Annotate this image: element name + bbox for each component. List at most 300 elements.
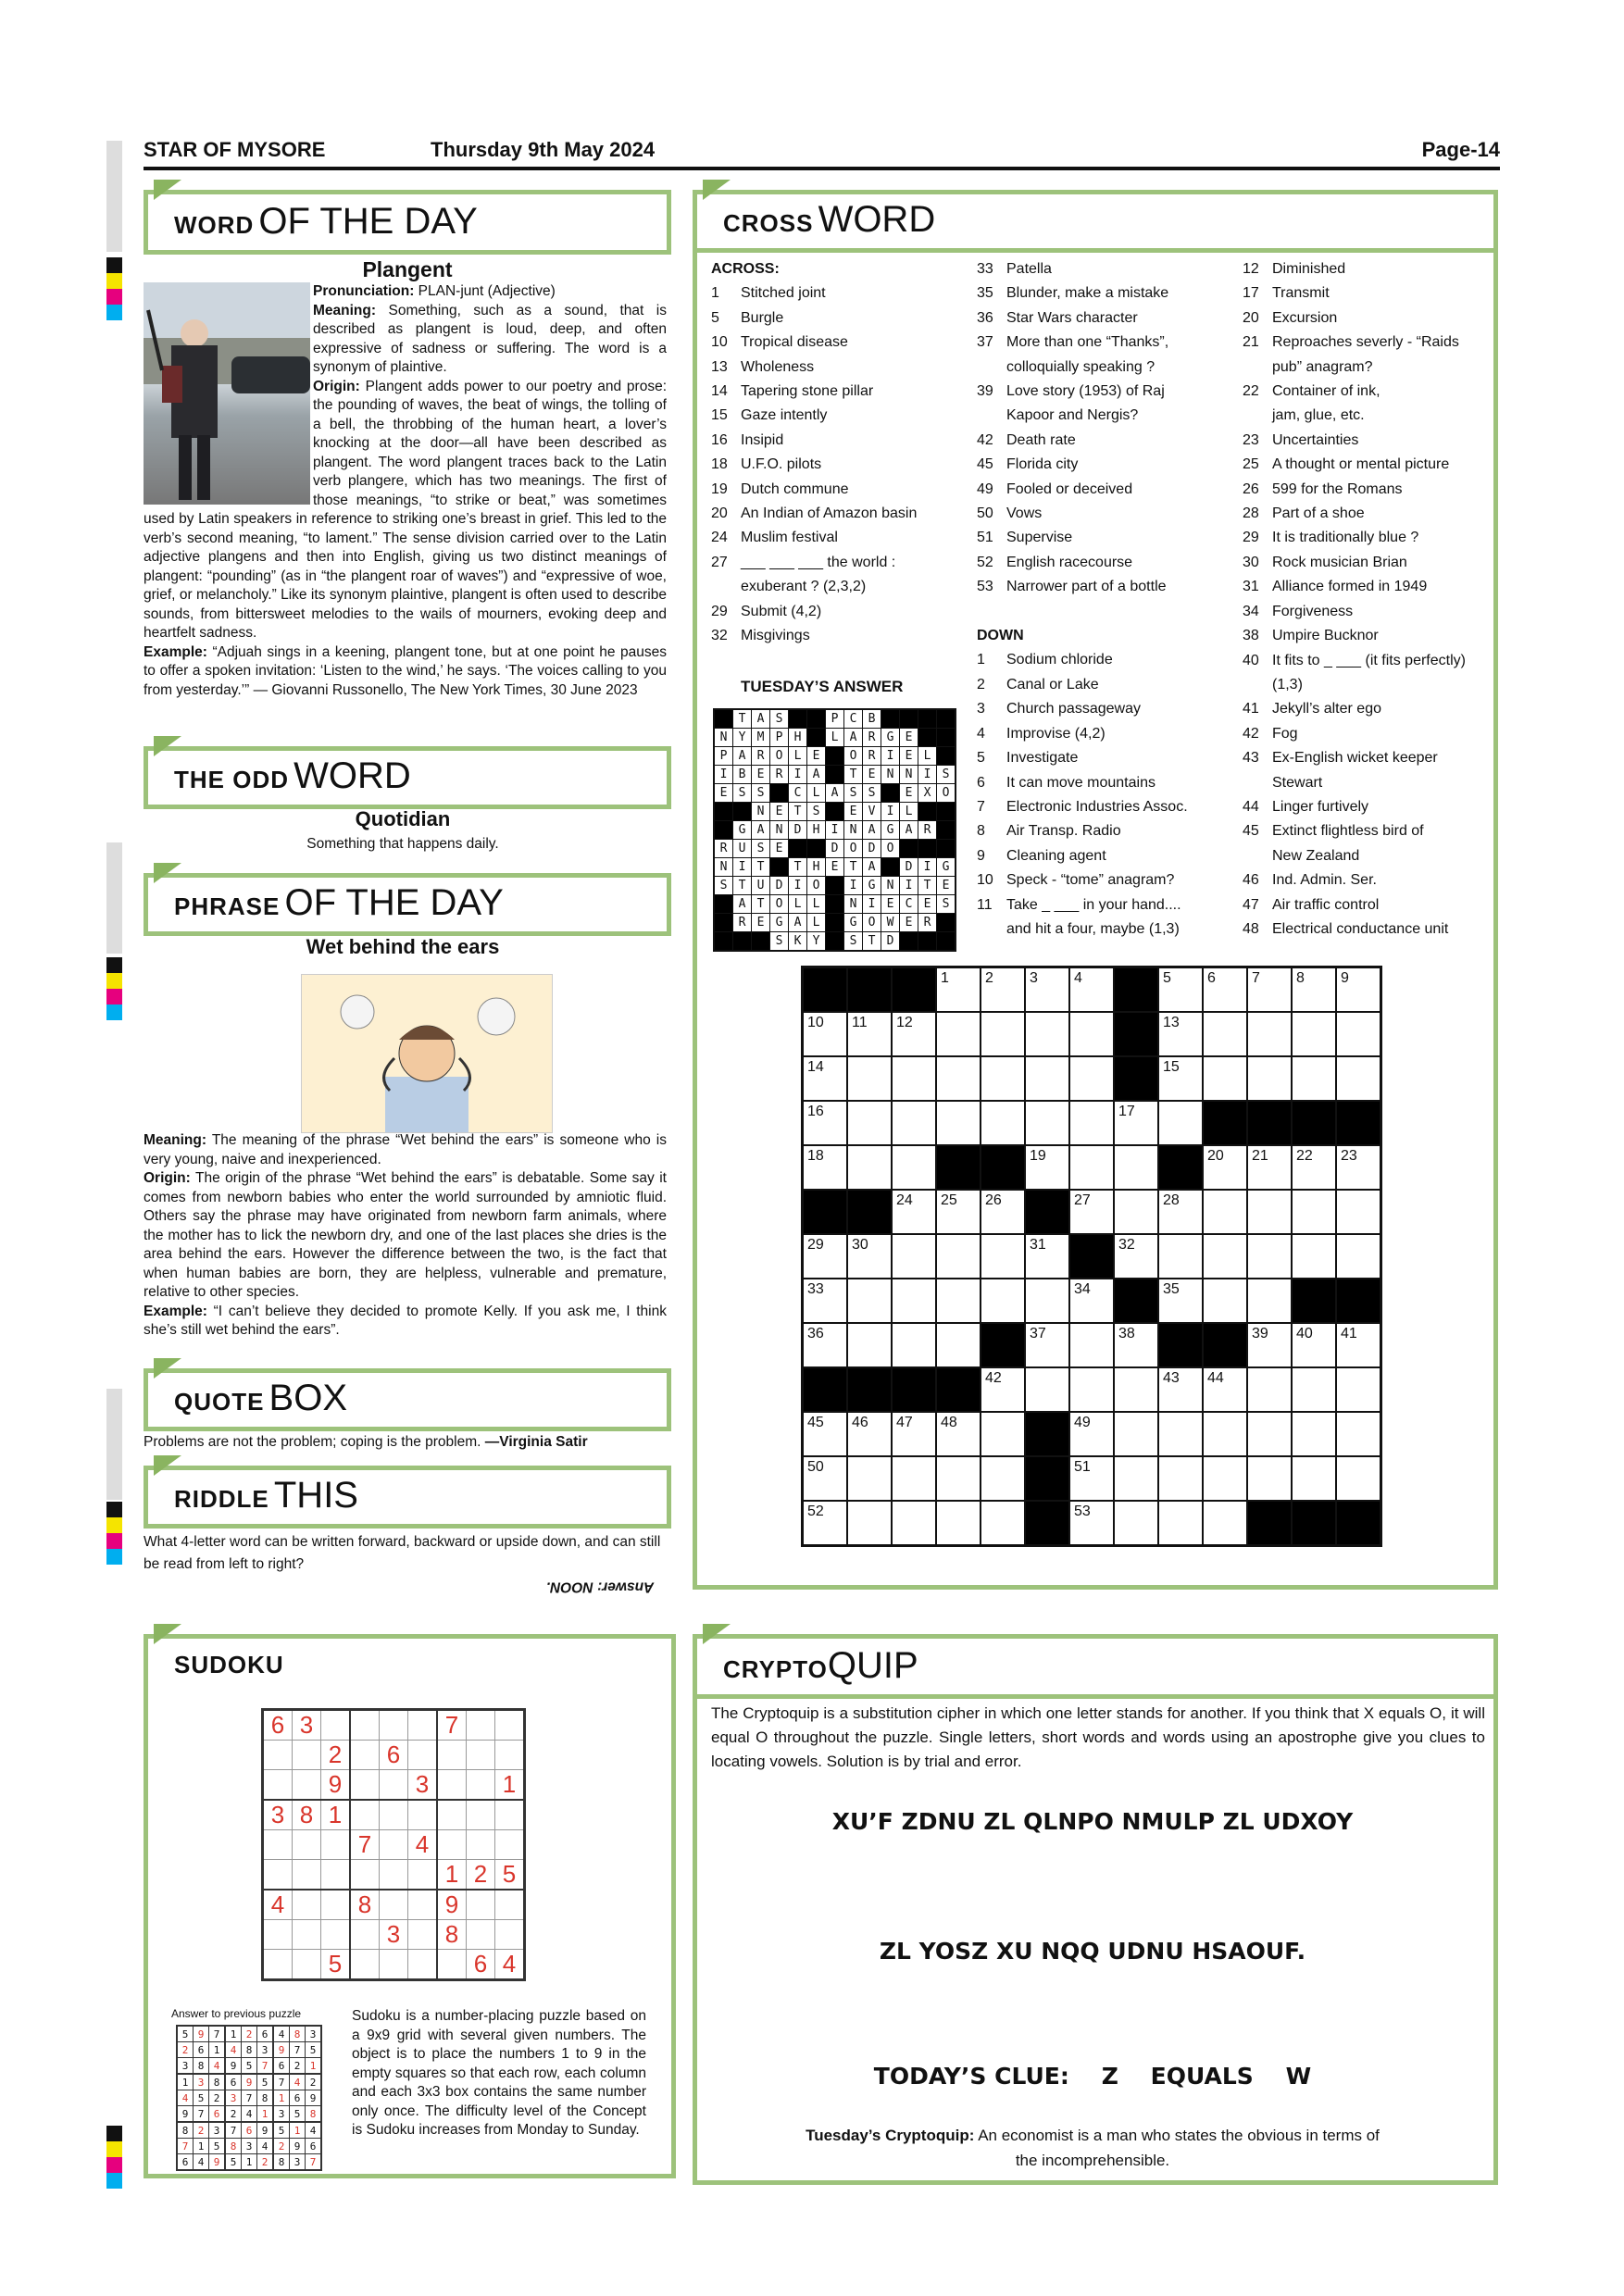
grid-cell[interactable] [1158, 1234, 1203, 1279]
clue-number: 17 [1243, 285, 1259, 302]
color-registration-strip [106, 2126, 122, 2189]
grid-cell[interactable] [803, 1456, 848, 1501]
grid-cell[interactable] [1292, 967, 1336, 1013]
sudoku-cell[interactable] [293, 1770, 321, 1801]
sudoku-cell[interactable]: 1 [495, 1770, 525, 1801]
answer-cell: E [807, 747, 826, 766]
grid-cell[interactable] [1025, 1012, 1069, 1056]
grid-cell[interactable] [1247, 1456, 1292, 1501]
sudoku-cell[interactable] [263, 1860, 293, 1890]
answer-cell: E [900, 729, 918, 747]
grid-cell[interactable] [1203, 1190, 1247, 1234]
grid-cell[interactable] [1247, 1234, 1292, 1279]
grid-cell[interactable] [1336, 1190, 1381, 1234]
sudoku-cell[interactable] [467, 1890, 495, 1920]
grid-cell[interactable] [936, 1323, 981, 1367]
tuesday-answer-title: TUESDAY’S ANSWER [741, 678, 904, 695]
grid-cell[interactable] [1292, 1367, 1336, 1412]
sudoku-cell[interactable] [293, 1860, 321, 1890]
previous-answer-title: Answer to previous puzzle [171, 2007, 302, 2020]
sudoku-cell[interactable] [380, 1830, 408, 1860]
sudoku-cell[interactable] [495, 1920, 525, 1950]
sudoku-cell[interactable] [263, 1741, 293, 1770]
sudoku-cell[interactable] [293, 1920, 321, 1950]
grid-cell[interactable] [1069, 967, 1114, 1013]
sudoku-cell[interactable]: 1 [437, 1860, 467, 1890]
answer-cell: N [714, 729, 733, 747]
clue-text: Narrower part of a bottle [1006, 579, 1167, 595]
grid-cell[interactable] [981, 1234, 1025, 1279]
prev-cell: 9 [209, 2154, 226, 2171]
grid-cell[interactable] [1336, 1012, 1381, 1056]
grid-cell[interactable] [981, 967, 1025, 1013]
sudoku-cell[interactable] [350, 1800, 380, 1830]
prev-cell: 3 [273, 2106, 290, 2123]
sudoku-cell[interactable] [380, 1710, 408, 1741]
sudoku-cell[interactable] [408, 1741, 438, 1770]
grid-cell[interactable] [1114, 1234, 1158, 1279]
answer-cell: A [900, 821, 918, 840]
sudoku-cell[interactable] [293, 1890, 321, 1920]
answer-cell: I [733, 858, 752, 877]
black-square [1025, 1501, 1069, 1546]
grid-cell[interactable] [1203, 1056, 1247, 1101]
grid-cell[interactable] [847, 1412, 892, 1456]
sudoku-cell[interactable]: 8 [437, 1920, 467, 1950]
sudoku-cell[interactable] [437, 1950, 467, 1980]
example-label: Example: [144, 643, 207, 660]
grid-cell[interactable] [803, 1056, 848, 1101]
cell-number: 8 [1296, 970, 1305, 986]
grid-cell[interactable] [892, 1501, 936, 1546]
sudoku-cell[interactable] [321, 1830, 351, 1860]
grid-cell[interactable] [892, 1412, 936, 1456]
grid-cell[interactable] [1247, 967, 1292, 1013]
sudoku-cell[interactable] [293, 1950, 321, 1980]
grid-cell[interactable] [1158, 1056, 1203, 1101]
grid-cell[interactable] [1247, 1145, 1292, 1190]
prev-cell: 9 [273, 2042, 290, 2058]
grid-cell[interactable] [892, 1145, 936, 1190]
cell-number: 9 [1341, 970, 1349, 986]
grid-cell[interactable] [1069, 1456, 1114, 1501]
grid-cell[interactable] [1158, 1190, 1203, 1234]
clue-text: Sodium chloride [1006, 652, 1113, 668]
sudoku-cell[interactable]: 1 [321, 1800, 351, 1830]
grid-cell[interactable] [1025, 1234, 1069, 1279]
sudoku-cell[interactable] [321, 1710, 351, 1741]
sudoku-cell[interactable]: 6 [263, 1710, 293, 1741]
answer-cell: Y [807, 932, 826, 952]
sudoku-cell[interactable] [467, 1830, 495, 1860]
answer-cell: N [844, 895, 863, 914]
answer-cell: R [770, 766, 789, 784]
grid-cell[interactable] [1114, 1456, 1158, 1501]
answer-cell: N [714, 858, 733, 877]
grid-cell[interactable] [981, 1412, 1025, 1456]
black-square [900, 932, 918, 952]
sudoku-cell[interactable] [350, 1741, 380, 1770]
grid-cell[interactable] [1292, 1412, 1336, 1456]
grid-cell[interactable] [1292, 1012, 1336, 1056]
grid-cell[interactable] [847, 1145, 892, 1190]
answer-cell: I [918, 766, 937, 784]
black-square [937, 914, 956, 932]
sudoku-cell[interactable]: 4 [495, 1950, 525, 1980]
sudoku-cell[interactable] [380, 1890, 408, 1920]
sudoku-cell[interactable] [263, 1950, 293, 1980]
sudoku-cell[interactable] [380, 1860, 408, 1890]
grid-cell[interactable] [1158, 1101, 1203, 1145]
grid-cell[interactable] [803, 1279, 848, 1323]
grid-cell[interactable] [936, 1279, 981, 1323]
prev-cell: 8 [306, 2106, 322, 2123]
grid-cell[interactable] [892, 1012, 936, 1056]
grid-cell[interactable] [1247, 1190, 1292, 1234]
sudoku-cell[interactable] [467, 1770, 495, 1801]
sudoku-cell[interactable] [467, 1920, 495, 1950]
grid-cell[interactable] [1247, 1367, 1292, 1412]
sudoku-cell[interactable]: 4 [408, 1830, 438, 1860]
grid-cell[interactable] [1025, 1367, 1069, 1412]
grid-cell[interactable] [936, 967, 981, 1013]
sudoku-cell[interactable]: 8 [350, 1890, 380, 1920]
sudoku-cell[interactable]: 2 [467, 1860, 495, 1890]
grid-cell[interactable] [847, 1323, 892, 1367]
grid-cell[interactable] [1069, 1323, 1114, 1367]
grid-cell[interactable] [1069, 1501, 1114, 1546]
clue-text: Vows [1006, 505, 1043, 522]
sudoku-cell[interactable] [263, 1920, 293, 1950]
sudoku-cell[interactable] [495, 1741, 525, 1770]
grid-cell[interactable] [847, 1234, 892, 1279]
grid-cell[interactable] [1114, 1323, 1158, 1367]
sudoku-cell[interactable]: 7 [437, 1710, 467, 1741]
clue-item [1243, 551, 1466, 575]
grid-cell[interactable] [1336, 1456, 1381, 1501]
grid-cell[interactable] [1203, 1145, 1247, 1190]
example-text: “Adjuah sings in a keening, plangent tone, but at one point he pauses to offer a spoken invitation: ‘Listen to the wind,’ he says. ‘The voices calling to you from yesterday.’” — Giovanni Russonello, The New York Times, 30 June 2023 [144, 643, 667, 698]
sudoku-cell[interactable] [437, 1830, 467, 1860]
grid-cell[interactable] [1025, 1056, 1069, 1101]
sudoku-cell[interactable]: 3 [263, 1800, 293, 1830]
grid-cell[interactable] [981, 1279, 1025, 1323]
sudoku-cell[interactable] [350, 1950, 380, 1980]
grid-cell[interactable] [1158, 1412, 1203, 1456]
clue-number: 31 [1243, 579, 1259, 595]
cell-number: 38 [1118, 1326, 1135, 1341]
grid-cell[interactable] [936, 1412, 981, 1456]
grid-cell[interactable] [1336, 967, 1381, 1013]
cell-number: 49 [1074, 1415, 1091, 1430]
sudoku-cell[interactable] [350, 1710, 380, 1741]
grid-cell[interactable] [847, 1279, 892, 1323]
clue-item [711, 306, 917, 331]
answer-cell: E [863, 766, 881, 784]
sudoku-cell[interactable]: 9 [437, 1890, 467, 1920]
grid-cell[interactable] [1114, 1412, 1158, 1456]
prev-cell: 8 [209, 2074, 226, 2090]
grid-cell[interactable] [981, 1367, 1025, 1412]
answer-cell: I [844, 877, 863, 895]
answer-cell: E [937, 877, 956, 895]
grid-cell[interactable] [1114, 1501, 1158, 1546]
grid-cell[interactable] [1247, 1412, 1292, 1456]
grid-cell[interactable] [803, 1323, 848, 1367]
grid-cell[interactable] [1203, 1501, 1247, 1546]
sudoku-cell[interactable] [321, 1860, 351, 1890]
sudoku-cell[interactable] [263, 1770, 293, 1801]
grid-cell[interactable] [803, 1412, 848, 1456]
prev-cell: 9 [194, 2026, 209, 2042]
sudoku-cell[interactable] [380, 1800, 408, 1830]
cell-number: 24 [896, 1192, 913, 1208]
grid-cell[interactable] [1336, 1145, 1381, 1190]
grid-cell[interactable] [1336, 1234, 1381, 1279]
grid-cell[interactable] [936, 1234, 981, 1279]
grid-cell[interactable] [1025, 1101, 1069, 1145]
prev-cell: 7 [257, 2058, 274, 2075]
grid-cell[interactable] [1247, 1279, 1292, 1323]
sudoku-cell[interactable] [408, 1950, 438, 1980]
grid-cell[interactable] [1158, 1012, 1203, 1056]
sudoku-cell[interactable] [350, 1920, 380, 1950]
grid-row [803, 1279, 1381, 1323]
grid-cell[interactable] [1025, 1323, 1069, 1367]
grid-cell[interactable] [1336, 1367, 1381, 1412]
grid-cell[interactable] [1292, 1323, 1336, 1367]
grid-cell[interactable] [1069, 1190, 1114, 1234]
grid-cell[interactable] [892, 1234, 936, 1279]
grid-cell[interactable] [1336, 1056, 1381, 1101]
grid-cell[interactable] [1069, 1012, 1114, 1056]
black-square [714, 821, 733, 840]
prev-cell: 8 [242, 2042, 257, 2058]
grid-cell[interactable] [892, 1456, 936, 1501]
sudoku-cell[interactable] [408, 1710, 438, 1741]
grid-cell[interactable] [981, 1101, 1025, 1145]
grid-cell[interactable] [1158, 1279, 1203, 1323]
grid-cell[interactable] [1203, 1412, 1247, 1456]
grid-cell[interactable] [1114, 1367, 1158, 1412]
grid-cell[interactable] [803, 1012, 848, 1056]
grid-cell[interactable] [1114, 1101, 1158, 1145]
grid-cell[interactable] [1158, 967, 1203, 1013]
answer-cell: N [752, 803, 770, 821]
clue-item [977, 453, 1188, 477]
sudoku-cell[interactable]: 6 [467, 1950, 495, 1980]
grid-cell[interactable] [1069, 1101, 1114, 1145]
prev-cell: 1 [257, 2106, 274, 2123]
grid-cell[interactable] [1069, 1056, 1114, 1101]
grid-cell[interactable] [1292, 1056, 1336, 1101]
grid-cell[interactable] [1247, 1323, 1292, 1367]
prev-row [177, 2154, 321, 2171]
grid-cell[interactable] [1069, 1367, 1114, 1412]
grid-cell[interactable] [847, 1012, 892, 1056]
answer-cell: O [863, 914, 881, 932]
answer-row [714, 709, 956, 729]
cell-number: 3 [1030, 970, 1038, 986]
black-square [1203, 1323, 1247, 1367]
grid-cell[interactable] [1114, 1145, 1158, 1190]
grid-cell[interactable] [936, 1190, 981, 1234]
grid-cell[interactable] [892, 1323, 936, 1367]
grid-cell[interactable] [803, 1501, 848, 1546]
grid-cell[interactable] [892, 1101, 936, 1145]
grid-cell[interactable] [1025, 1145, 1069, 1190]
sudoku-cell[interactable] [408, 1860, 438, 1890]
flag-icon [703, 180, 731, 200]
grid-cell[interactable] [981, 1056, 1025, 1101]
grid-cell[interactable] [1025, 1279, 1069, 1323]
grid-cell[interactable] [1336, 1323, 1381, 1367]
grid-cell[interactable] [1158, 1456, 1203, 1501]
sudoku-cell[interactable] [263, 1830, 293, 1860]
sudoku-cell[interactable] [380, 1770, 408, 1801]
grid-cell[interactable] [1336, 1412, 1381, 1456]
clue-text: Dutch commune [741, 480, 849, 497]
grid-cell[interactable] [1158, 1501, 1203, 1546]
sudoku-cell[interactable] [495, 1830, 525, 1860]
sudoku-row [263, 1800, 525, 1830]
sudoku-cell[interactable]: 8 [293, 1800, 321, 1830]
grid-cell[interactable] [803, 1101, 848, 1145]
grid-cell[interactable] [1069, 1279, 1114, 1323]
sudoku-cell[interactable] [495, 1800, 525, 1830]
grid-cell[interactable] [936, 1101, 981, 1145]
black-square [847, 1367, 892, 1412]
grid-cell[interactable] [1292, 1456, 1336, 1501]
sudoku-cell[interactable]: 7 [350, 1830, 380, 1860]
grid-cell[interactable] [1203, 1234, 1247, 1279]
prev-row [177, 2122, 321, 2139]
answer-cell: S [937, 895, 956, 914]
sudoku-cell[interactable]: 3 [408, 1770, 438, 1801]
sudoku-cell[interactable] [408, 1800, 438, 1830]
clue-item [711, 575, 917, 599]
clue-text: Love story (1953) of Raj [1006, 383, 1165, 400]
grid-cell[interactable] [981, 1190, 1025, 1234]
grid-cell[interactable] [1069, 1412, 1114, 1456]
grid-cell[interactable] [981, 1501, 1025, 1546]
clue-number: 34 [1243, 603, 1259, 619]
sudoku-cell[interactable]: 4 [263, 1890, 293, 1920]
prev-cell: 9 [306, 2090, 322, 2106]
grid-cell[interactable] [936, 1056, 981, 1101]
grid-cell[interactable] [981, 1012, 1025, 1056]
sudoku-cell[interactable]: 5 [495, 1860, 525, 1890]
grid-cell[interactable] [892, 1056, 936, 1101]
clue-number: 1 [977, 652, 985, 668]
prev-cell: 1 [225, 2026, 242, 2042]
clue-text: Air Transp. Radio [1006, 823, 1121, 840]
answer-row [714, 877, 956, 895]
grid-cell[interactable] [1292, 1145, 1336, 1190]
answer-cell: O [844, 840, 863, 858]
grid-cell[interactable] [936, 1501, 981, 1546]
clue-number: 53 [977, 579, 993, 595]
clue-item [711, 624, 917, 648]
sudoku-cell[interactable] [495, 1710, 525, 1741]
grid-cell[interactable] [981, 1456, 1025, 1501]
sudoku-cell[interactable] [467, 1800, 495, 1830]
sudoku-cell[interactable] [321, 1890, 351, 1920]
answer-cell: L [807, 895, 826, 914]
grid-cell[interactable] [1069, 1145, 1114, 1190]
sudoku-cell[interactable] [437, 1800, 467, 1830]
answer-cell: L [789, 895, 807, 914]
answer-cell: T [733, 709, 752, 729]
grid-cell[interactable] [1158, 1367, 1203, 1412]
grid-cell[interactable] [847, 1101, 892, 1145]
prev-cell: 4 [306, 2122, 322, 2139]
grid-row [803, 967, 1381, 1013]
grid-cell[interactable] [892, 1190, 936, 1234]
sudoku-cell[interactable] [321, 1920, 351, 1950]
grid-cell[interactable] [892, 1279, 936, 1323]
grid-cell[interactable] [803, 1234, 848, 1279]
sudoku-cell[interactable] [293, 1830, 321, 1860]
sudoku-cell[interactable] [350, 1860, 380, 1890]
grid-cell[interactable] [803, 1145, 848, 1190]
grid-cell[interactable] [847, 1456, 892, 1501]
sudoku-cell[interactable] [408, 1890, 438, 1920]
grid-cell[interactable] [936, 1456, 981, 1501]
sudoku-cell[interactable] [467, 1741, 495, 1770]
sudoku-cell[interactable] [467, 1710, 495, 1741]
sudoku-cell[interactable]: 2 [321, 1741, 351, 1770]
grid-cell[interactable] [1025, 967, 1069, 1013]
sudoku-cell[interactable] [437, 1741, 467, 1770]
sudoku-cell[interactable]: 3 [380, 1920, 408, 1950]
sudoku-cell[interactable] [437, 1770, 467, 1801]
grid-cell[interactable] [936, 1012, 981, 1056]
sudoku-cell[interactable] [408, 1920, 438, 1950]
prev-cell: 2 [209, 2090, 226, 2106]
grid-cell[interactable] [1292, 1234, 1336, 1279]
header-bold: RIDDLE [174, 1485, 269, 1513]
grid-cell[interactable] [1203, 1279, 1247, 1323]
sudoku-cell[interactable] [380, 1950, 408, 1980]
grid-cell[interactable] [1203, 1456, 1247, 1501]
grid-cell[interactable] [1203, 967, 1247, 1013]
sudoku-cell[interactable] [495, 1890, 525, 1920]
answer-cell: E [881, 895, 900, 914]
grid-cell[interactable] [1114, 1190, 1158, 1234]
sudoku-cell[interactable] [293, 1741, 321, 1770]
sudoku-cell[interactable] [350, 1770, 380, 1801]
grid-cell[interactable] [1247, 1056, 1292, 1101]
cell-number: 2 [985, 970, 993, 986]
clue-item [1243, 502, 1466, 526]
sudoku-cell[interactable]: 9 [321, 1770, 351, 1801]
sudoku-cell[interactable]: 5 [321, 1950, 351, 1980]
grid-cell[interactable] [847, 1056, 892, 1101]
sudoku-cell[interactable]: 6 [380, 1741, 408, 1770]
prev-cell: 9 [177, 2106, 194, 2123]
sudoku-cell[interactable]: 3 [293, 1710, 321, 1741]
clue-text: Air traffic control [1272, 896, 1380, 913]
clue-text: Part of a shoe [1272, 505, 1365, 522]
grid-cell[interactable] [1203, 1012, 1247, 1056]
clue-text: Misgivings [741, 628, 810, 644]
grid-cell[interactable] [1292, 1190, 1336, 1234]
clue-text: colloquially speaking ? [1006, 358, 1156, 375]
grid-cell[interactable] [847, 1501, 892, 1546]
grid-cell[interactable] [1247, 1012, 1292, 1056]
grid-cell[interactable] [1203, 1367, 1247, 1412]
